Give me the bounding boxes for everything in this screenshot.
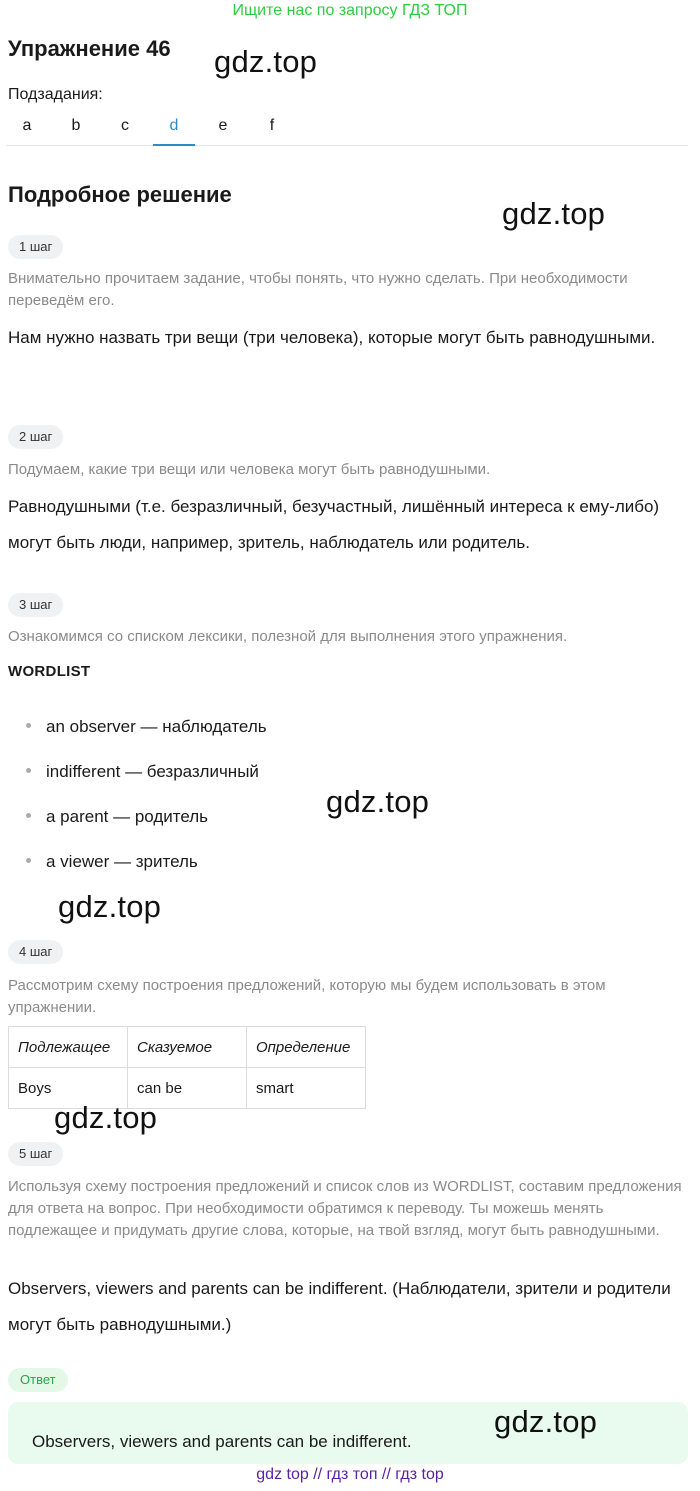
list-item (26, 807, 208, 827)
list-item (26, 762, 259, 782)
table-header-cell: Сказуемое (128, 1027, 247, 1068)
tab-f[interactable]: f (269, 117, 275, 134)
bullet-icon (26, 858, 31, 863)
wordlist-entry: indifferent — безразличный (46, 762, 259, 781)
table-cell: can be (128, 1068, 247, 1109)
subtask-tabs (6, 108, 688, 146)
list-item (26, 717, 267, 737)
sentence-scheme-table (8, 1026, 366, 1109)
answer-text: Observers, viewers and parents can be indifferent. (32, 1432, 412, 1451)
step-text: Нам нужно назвать три вещи (три человека), которые могут быть равнодушными. (8, 328, 656, 347)
watermark: gdz.top (502, 196, 606, 231)
wordlist-title: WORDLIST (8, 663, 91, 680)
footer-links: gdz top // гдз топ // гдз top (256, 1466, 444, 1483)
tab-e[interactable]: e (218, 117, 228, 134)
wordlist-entry: a viewer — зритель (46, 852, 198, 871)
list-item (26, 852, 198, 872)
watermark: gdz.top (214, 44, 318, 79)
bullet-icon (26, 768, 31, 773)
table-header-row (9, 1027, 366, 1068)
wordlist-entry: a parent — родитель (46, 807, 209, 826)
step-badge: 5 шаг (8, 1142, 63, 1166)
tab-d[interactable]: d (153, 108, 195, 146)
step-hint: Рассмотрим схему построения предложений, которую мы будем использовать в этом упражнении. (8, 977, 606, 1016)
search-hint-banner: Ищите нас по запросу ГДЗ ТОП (232, 2, 468, 19)
watermark: gdz.top (494, 1404, 598, 1439)
tab-b[interactable]: b (71, 117, 81, 134)
step-hint: Используя схему построения предложений и список слов из WORDLIST, составим предложения для ответа на вопрос. При необходимости обратимся к переводу. Ты можешь менять подлежащее и придумать другие слова, которые, на твой взгляд, могут быть равнодушными. (8, 1178, 682, 1239)
solution-title: Подробное решение (8, 182, 232, 207)
step-badge: 4 шаг (8, 940, 63, 964)
answer-badge: Ответ (8, 1368, 68, 1392)
step-hint: Подумаем, какие три вещи или человека могут быть равнодушными. (8, 461, 491, 478)
table-cell: Boys (9, 1068, 128, 1109)
step-hint: Внимательно прочитаем задание, чтобы понять, что нужно сделать. При необходимости переведём его. (8, 270, 628, 309)
step-badge: 2 шаг (8, 425, 63, 449)
bullet-icon (26, 813, 31, 818)
bullet-icon (26, 723, 31, 728)
step-badge: 1 шаг (8, 235, 63, 259)
wordlist-entry: an observer — наблюдатель (46, 717, 267, 736)
step-text: Observers, viewers and parents can be indifferent. (Наблюдатели, зрители и родители могут быть равнодушными.) (8, 1279, 671, 1334)
watermark: gdz.top (326, 784, 430, 819)
tab-a[interactable]: a (22, 117, 32, 134)
tab-c[interactable]: c (121, 117, 129, 134)
page-title: Упражнение 46 (8, 36, 171, 61)
table-cell: smart (247, 1068, 366, 1109)
subtasks-label: Подзадания: (8, 86, 103, 103)
watermark: gdz.top (58, 889, 162, 924)
table-header-cell: Подлежащее (9, 1027, 128, 1068)
table-header-cell: Определение (247, 1027, 366, 1068)
step-text: Равнодушными (т.е. безразличный, безучастный, лишённый интереса к ему-либо) могут быть люди, например, зритель, наблюдатель или родитель. (8, 497, 660, 552)
watermark: gdz.top (54, 1100, 158, 1135)
step-hint: Ознакомимся со списком лексики, полезной для выполнения этого упражнения. (8, 628, 568, 645)
step-badge: 3 шаг (8, 593, 63, 617)
